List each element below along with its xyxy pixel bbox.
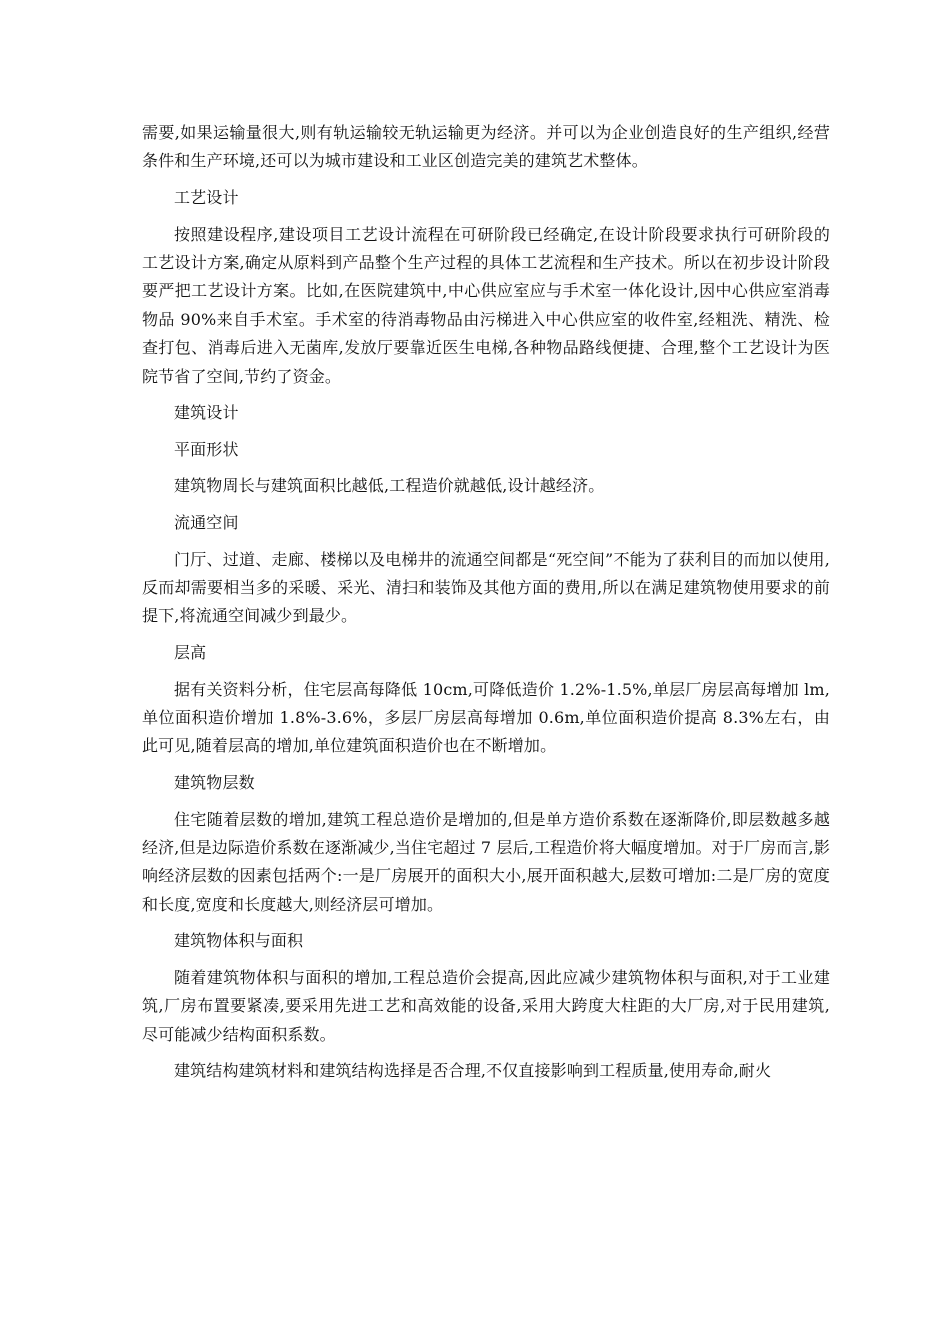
paragraph-transport: 需要,如果运输量很大,则有轨运输较无轨运输更为经济。并可以为企业创造良好的生产组织,经营条件和生产环境,还可以为城市建设和工业区创造完美的建筑艺术整体。 — [142, 123, 830, 171]
heading-process-design: 工艺设计 — [174, 188, 239, 207]
heading-plan-shape: 平面形状 — [174, 439, 239, 459]
paragraph-plan-shape: 建筑物周长与建筑面积比越低,工程造价就越低,设计越经济。 — [174, 476, 605, 496]
heading-floor-height: 层高 — [174, 643, 207, 662]
paragraph-circulation-space: 门厅、过道、走廊、楼梯以及电梯井的流通空间都是“死空间”不能为了获利目的而加以使用,反而却需要相当多的采暖、采光、清扫和装饰及其他方面的费用,所以在满足建筑物使用要求的前提下,将流通空间减少到最少。 — [142, 549, 830, 626]
document-body — [142, 119, 830, 1094]
paragraph-floor-height: 据有关资料分析，住宅层高每降低 10cm,可降低造价 1.2%-1.5%,单层厂房层高每增加 lm,单位面积造价增加 1.8%-3.6%，多层厂房层高每增加 0.6m,单位面积造价提高 8.3%左右，由此可见,随着层高的增加,单位建筑面积造价也在不断增加。 — [142, 679, 830, 756]
heading-architectural-design: 建筑设计 — [174, 403, 239, 423]
heading-volume-area: 建筑物体积与面积 — [174, 931, 304, 951]
heading-building-floors: 建筑物层数 — [174, 773, 255, 792]
paragraph-building-floors: 住宅随着层数的增加,建筑工程总造价是增加的,但是单方造价系数在逐渐降价,即层数越多越经济,但是边际造价系数在逐渐减少,当住宅超过 7 层后,工程造价将大幅度增加。对于厂房而言,影响经济层数的因素包括两个:一是厂房展开的面积大小,展开面积越大,层数可增加:二是厂房的宽度和长度,宽度和长度越大,则经济层可增加。 — [142, 809, 830, 914]
heading-circulation-space: 流通空间 — [174, 513, 239, 532]
paragraph-building-structure: 建筑结构建筑材料和建筑结构选择是否合理,不仅直接影响到工程质量,使用寿命,耐火 — [174, 1061, 772, 1081]
paragraph-volume-area: 随着建筑物体积与面积的增加,工程总造价会提高,因此应减少建筑物体积与面积,对于工业建筑,厂房布置要紧凑,要采用先进工艺和高效能的设备,采用大跨度大柱距的大厂房,对于民用建筑,尽可能减少结构面积系数。 — [142, 968, 830, 1044]
paragraph-process-design: 按照建设程序,建设项目工艺设计流程在可研阶段已经确定,在设计阶段要求执行可研阶段的工艺设计方案,确定从原料到产品整个生产过程的具体工艺流程和生产技术。所以在初步设计阶段要严把工艺设计方案。比如,在医院建筑中,中心供应室应与手术室一体化设计,因中心供应室消毒物品 90%来自手术室。手术室的待消毒物品由污梯进入中心供应室的收件室,经粗洗、精洗、检查打包、消毒后进入无菌库,发放厅要靠近医生电梯,各种物品路线便捷、合理,整个工艺设计为医院节省了空间,节约了资金。 — [142, 224, 830, 386]
